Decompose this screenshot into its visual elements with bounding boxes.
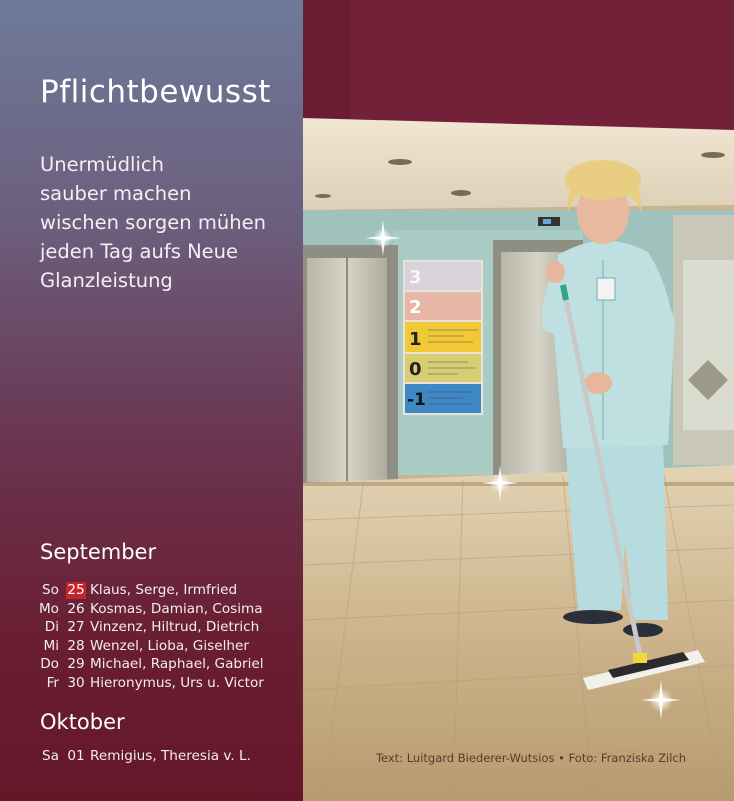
- calendar-row: [0, 601, 303, 620]
- date-number: 30: [67, 674, 85, 691]
- floor-number: 1: [409, 329, 422, 350]
- photo-credit: Text: Luitgard Biederer-Wutsios • Foto: Franziska Zilch: [375, 751, 686, 765]
- floor-number: -1: [407, 390, 426, 410]
- photo-cleaner-mopping: [303, 0, 734, 801]
- date-number: 01: [67, 748, 85, 764]
- name-day-list: Wenzel, Lioba, Giselher: [90, 637, 249, 654]
- date-number: 26: [67, 600, 85, 617]
- weekday: Mi: [43, 637, 59, 654]
- date-number: 27: [67, 619, 85, 636]
- weekday: Di: [44, 619, 59, 636]
- weekday: Mo: [38, 600, 59, 617]
- date-number-highlighted: 25: [67, 582, 85, 598]
- name-day-list: Vinzenz, Hiltrud, Dietrich: [90, 619, 260, 636]
- calendar-september: [0, 582, 303, 694]
- name-day-list: Michael, Raphael, Gabriel: [90, 656, 264, 673]
- poem-line: Unermüdlich: [40, 153, 164, 176]
- name-day-list: Kosmas, Damian, Cosima: [90, 600, 263, 617]
- calendar-row: [0, 582, 303, 601]
- weekday: So: [42, 582, 59, 598]
- text-panel: [0, 0, 303, 801]
- date-number: 28: [67, 637, 85, 654]
- date-number: 29: [67, 656, 85, 673]
- poem-line: sauber machen: [40, 182, 192, 205]
- calendar-row: [0, 619, 303, 638]
- name-day-list: Remigius, Theresia v. L.: [90, 748, 251, 764]
- poem-line: wischen sorgen mühen: [40, 211, 266, 234]
- calendar-row: [0, 675, 303, 694]
- poem-line: Glanzleistung: [40, 269, 173, 292]
- poem-line: jeden Tag aufs Neue: [40, 240, 239, 263]
- calendar-oktober: [0, 748, 303, 767]
- weekday: Fr: [46, 674, 59, 691]
- name-day-list: Klaus, Serge, Irmfried: [90, 582, 238, 598]
- month-heading-oktober: Oktober: [40, 710, 125, 734]
- poem: [40, 150, 266, 295]
- floor-number: 3: [409, 267, 422, 288]
- floor-number: 2: [409, 297, 422, 318]
- photo-illustration: [303, 0, 734, 801]
- name-day-list: Hieronymus, Urs u. Victor: [90, 674, 264, 691]
- ceiling: [303, 118, 734, 210]
- weekday: Sa: [42, 748, 59, 764]
- wall: [303, 0, 734, 130]
- floor-number: 0: [409, 359, 422, 380]
- calendar-row: [0, 638, 303, 657]
- page-title: Pflichtbewusst: [40, 74, 271, 110]
- weekday: Do: [40, 656, 59, 673]
- calendar-row: [0, 748, 303, 767]
- month-heading-september: September: [40, 540, 157, 564]
- floor-directory-sign: [403, 260, 483, 415]
- calendar-row: [0, 656, 303, 675]
